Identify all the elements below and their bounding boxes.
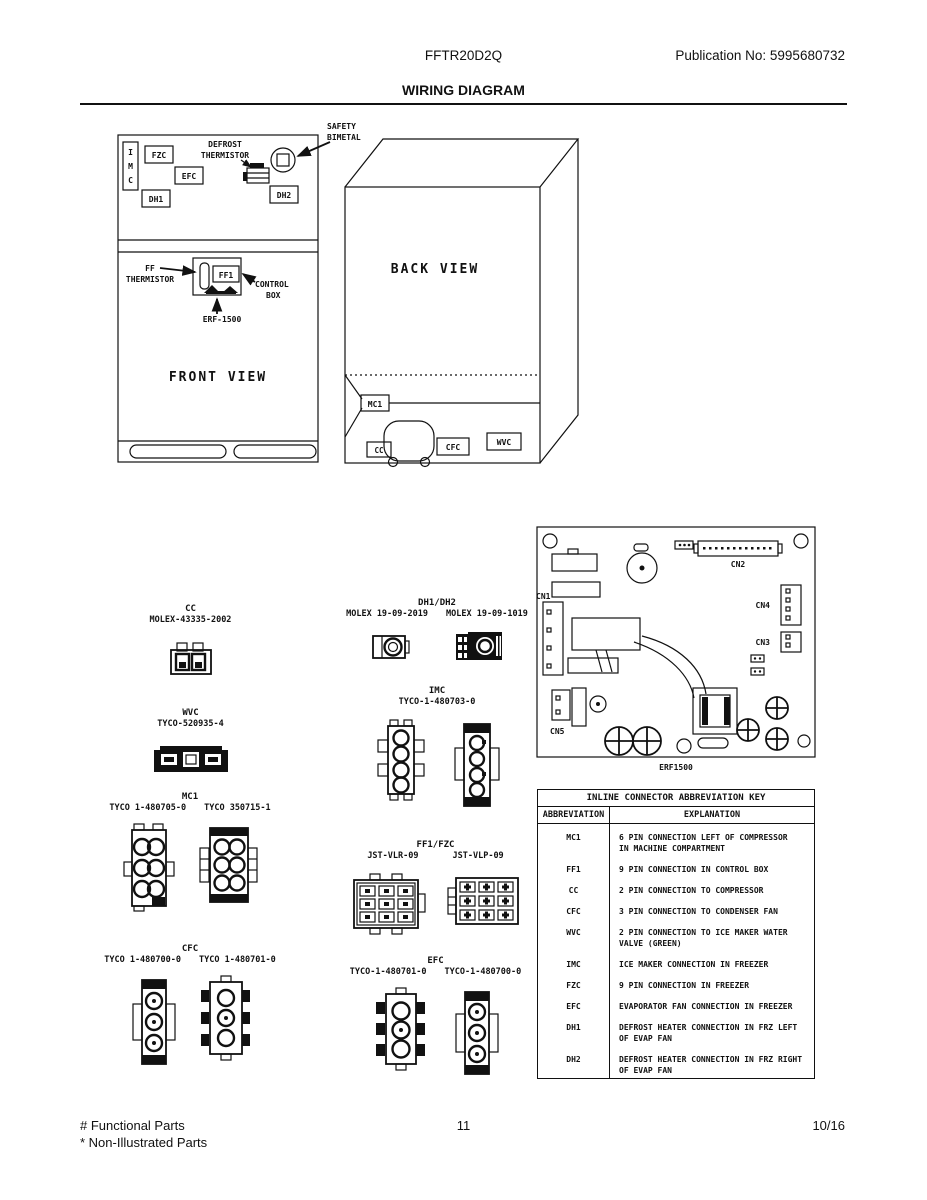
- explanation-line: OF EVAP FAN: [619, 1034, 672, 1043]
- page-title: WIRING DIAGRAM: [402, 82, 525, 98]
- table-row: [538, 951, 814, 972]
- dh2-label: DH2: [276, 191, 292, 200]
- imc-connector-drawing-1: [374, 716, 426, 804]
- ff-connector-drawing-1: [346, 870, 428, 936]
- imc-letter: I: [128, 148, 133, 157]
- explanation-line: 2 PIN CONNECTION TO ICE MAKER WATER: [619, 928, 788, 937]
- board-caption: ERF1500: [659, 763, 693, 772]
- imc-letter: C: [128, 176, 133, 185]
- mc1-connector-drawing-2: [198, 822, 258, 908]
- connector-group-imc: [342, 686, 532, 814]
- mc1-box: [361, 395, 389, 411]
- explanation-cell: [610, 898, 814, 919]
- cn5-connector: [550, 688, 586, 736]
- connector-part: JST-VLP-09: [452, 851, 504, 861]
- grille-vent: [234, 445, 316, 458]
- ff-line1: FF: [145, 264, 155, 273]
- explanation-cell: [610, 993, 814, 1014]
- explanation-line: 3 PIN CONNECTION TO CONDENSER FAN: [619, 907, 778, 916]
- ff1-label: FF1: [218, 271, 234, 280]
- cross-pad: [766, 728, 788, 750]
- cn1-label: CN1: [536, 592, 551, 601]
- col-header-abbreviation: ABBREVIATION: [538, 807, 610, 823]
- connector-group-wvc: [118, 708, 263, 776]
- explanation-cell: [610, 824, 814, 856]
- ff-line2: THERMISTOR: [125, 275, 175, 284]
- explanation-line: 9 PIN CONNECTION IN FREEZER: [619, 981, 750, 990]
- explanation-line: EVAPORATOR FAN CONNECTION IN FREEZER: [619, 1002, 793, 1011]
- cn4-label: CN4: [755, 601, 770, 610]
- table-row: [538, 1014, 814, 1046]
- explanation-line: IN MACHINE COMPARTMENT: [619, 844, 725, 853]
- fzc-label: FZC: [151, 151, 167, 160]
- connector-group-mc1: [105, 792, 275, 912]
- mounting-hole: [543, 534, 557, 548]
- defrost-line1: DEFROST: [208, 140, 242, 149]
- explanation-line: DEFROST HEATER CONNECTION IN FRZ LEFT: [619, 1023, 798, 1032]
- safety-line2: BIMETAL: [327, 133, 361, 142]
- abbreviation-cell: FZC: [538, 972, 610, 993]
- wvc-label: WVC: [496, 438, 512, 447]
- col-header-explanation: EXPLANATION: [683, 810, 741, 820]
- connector-title: CC: [185, 604, 196, 614]
- explanation-line: 6 PIN CONNECTION LEFT OF COMPRESSOR: [619, 833, 788, 842]
- safety-bimetal-part: [271, 148, 295, 172]
- erf1500-board-diagram: [530, 518, 830, 776]
- connector-part: TYCO 1-480705-0: [109, 803, 187, 813]
- table-row: [538, 877, 814, 898]
- explanation-line: 2 PIN CONNECTION TO COMPRESSOR: [619, 886, 764, 895]
- inline-connector-key-table: [537, 789, 815, 1079]
- connector-part: TYCO-1-480703-0: [398, 697, 476, 707]
- connector-group-cc: [118, 604, 263, 678]
- abbreviation-cell: MC1: [538, 824, 610, 856]
- table-row: [538, 824, 814, 856]
- connector-part: TYCO-1-480700-0: [444, 967, 522, 977]
- capacitor: [605, 727, 633, 755]
- connector-group-efc: [338, 956, 533, 1080]
- explanation-line: ICE MAKER CONNECTION IN FREEZER: [619, 960, 769, 969]
- grille-vent: [130, 445, 226, 458]
- wvc-box: [487, 433, 521, 450]
- table-row: [538, 993, 814, 1014]
- footer-note-nonillustrated: * Non-Illustrated Parts: [80, 1135, 208, 1150]
- defrost-thermistor-part: [243, 163, 269, 183]
- footer-date: 10/16: [812, 1118, 845, 1133]
- connector-part: TYCO 1-480701-0: [199, 955, 276, 965]
- connector-part: TYCO 350715-1: [204, 803, 271, 813]
- abbreviation-cell: FF1: [538, 856, 610, 877]
- explanation-line: VALVE (GREEN): [619, 939, 682, 948]
- key-table-header: [538, 807, 814, 824]
- cn1-connector: [536, 592, 563, 675]
- ff-connector-drawing-2: [446, 870, 526, 930]
- model-number: FFTR20D2Q: [424, 48, 503, 63]
- table-row: [538, 919, 814, 951]
- abbreviation-cell: CC: [538, 877, 610, 898]
- cn5-label: CN5: [550, 727, 565, 736]
- connector-part: TYCO-1-480701-0: [349, 967, 427, 977]
- connector-title: FF1/FZC: [416, 840, 455, 850]
- erf-1500-label: [203, 299, 242, 324]
- imc-connector-drawing-2: [454, 716, 500, 814]
- safety-line1: SAFETY: [327, 122, 356, 131]
- title-rule: [80, 103, 847, 105]
- imc-box: [123, 142, 138, 190]
- cn3-connector: [756, 632, 801, 652]
- table-row: [538, 898, 814, 919]
- fzc-box: [145, 146, 173, 163]
- cn4-connector: [756, 585, 801, 625]
- abbreviation-cell: EFC: [538, 993, 610, 1014]
- dh1-box: [142, 190, 170, 207]
- front-view-caption: FRONT VIEW: [168, 370, 268, 385]
- dh-connector-drawing-2: [456, 628, 506, 664]
- control-box-label: [243, 274, 289, 300]
- capacitor: [633, 727, 661, 755]
- mounting-hole: [794, 534, 808, 548]
- connector-part: MOLEX-43335-2002: [149, 615, 232, 625]
- safety-bimetal-label: [298, 122, 361, 156]
- mounting-hole: [677, 739, 691, 753]
- wvc-connector-drawing: [152, 742, 230, 776]
- footer-note-functional: # Functional Parts: [80, 1118, 185, 1133]
- efc-box: [175, 167, 203, 184]
- abbreviation-cell: DH1: [538, 1014, 610, 1046]
- controlbox-line2: BOX: [266, 291, 281, 300]
- explanation-line: OF EVAP FAN: [619, 1066, 672, 1075]
- connector-title: EFC: [427, 956, 444, 966]
- cfc-label: CFC: [445, 443, 461, 452]
- explanation-cell: [610, 1046, 814, 1078]
- explanation-cell: [610, 877, 814, 898]
- connector-title: IMC: [428, 686, 446, 696]
- back-view: [345, 139, 578, 467]
- cn2-connector: [694, 541, 782, 569]
- cc-connector-drawing: [165, 638, 217, 678]
- connector-part: TYCO-520935-4: [157, 719, 224, 729]
- abbreviation-cell: CFC: [538, 898, 610, 919]
- explanation-cell: [610, 919, 814, 951]
- efc-connector-drawing-2: [452, 986, 500, 1080]
- dh2-box: [270, 186, 298, 203]
- ff-thermistor-label: [126, 264, 195, 284]
- dh-connector-drawing-1: [368, 628, 412, 662]
- cc-label: CC: [374, 446, 384, 455]
- defrost-line2: THERMISTOR: [200, 151, 250, 160]
- abbreviation-cell: DH2: [538, 1046, 610, 1078]
- refrigerator-views-diagram: [100, 115, 600, 470]
- connector-group-ff: [338, 840, 533, 936]
- explanation-cell: [610, 972, 814, 993]
- publication-number: Publication No: 5995680732: [675, 48, 845, 63]
- cfc-connector-drawing-1: [129, 974, 177, 1070]
- explanation-cell: [610, 1014, 814, 1046]
- erf-text: ERF-1500: [202, 315, 242, 324]
- efc-connector-drawing-1: [372, 986, 428, 1072]
- explanation-line: 9 PIN CONNECTION IN CONTROL BOX: [619, 865, 769, 874]
- connector-part: MOLEX 19-09-2019: [346, 609, 428, 619]
- abbreviation-cell: IMC: [538, 951, 610, 972]
- control-box: [193, 258, 241, 295]
- cn3-label: CN3: [755, 638, 770, 647]
- mc1-connector-drawing-1: [122, 822, 176, 912]
- dh1-label: DH1: [148, 195, 164, 204]
- cfc-connector-drawing-2: [199, 974, 251, 1062]
- key-table-rows: [538, 824, 814, 1078]
- cfc-box: [437, 438, 469, 455]
- relay: [572, 618, 640, 650]
- efc-label: EFC: [181, 172, 197, 181]
- table-row: [538, 972, 814, 993]
- page-number: 11: [456, 1118, 471, 1133]
- board-outline: [537, 527, 815, 757]
- connector-title: CFC: [181, 944, 199, 954]
- back-view-caption: BACK VIEW: [390, 262, 480, 277]
- imc-letter: M: [128, 162, 133, 171]
- connector-part: JST-VLR-09: [367, 851, 419, 861]
- table-row: [538, 856, 814, 877]
- board-components: [552, 541, 788, 755]
- abbreviation-cell: WVC: [538, 919, 610, 951]
- cn2-label: CN2: [730, 560, 746, 569]
- explanation-cell: [610, 951, 814, 972]
- transformer: [693, 688, 737, 748]
- explanation-line: DEFROST HEATER CONNECTION IN FRZ RIGHT: [619, 1055, 803, 1064]
- connector-title: MC1: [181, 792, 199, 802]
- defrost-thermistor-label: [201, 140, 251, 167]
- table-row: [538, 1046, 814, 1078]
- explanation-cell: [610, 856, 814, 877]
- connector-part: TYCO 1-480700-0: [104, 955, 181, 965]
- connector-group-dh: [342, 598, 532, 664]
- connector-title: DH1/DH2: [418, 598, 456, 608]
- connector-title: WVC: [182, 708, 199, 718]
- cross-pad: [766, 697, 788, 719]
- mc1-label: MC1: [367, 400, 383, 409]
- controlbox-line1: CONTROL: [255, 280, 289, 289]
- key-table-title: INLINE CONNECTOR ABBREVIATION KEY: [538, 790, 814, 807]
- mounting-hole: [798, 735, 810, 747]
- cross-pad: [737, 719, 759, 741]
- connector-group-cfc: [105, 944, 275, 1070]
- front-view: [118, 122, 361, 462]
- connector-part: MOLEX 19-09-1019: [446, 609, 528, 619]
